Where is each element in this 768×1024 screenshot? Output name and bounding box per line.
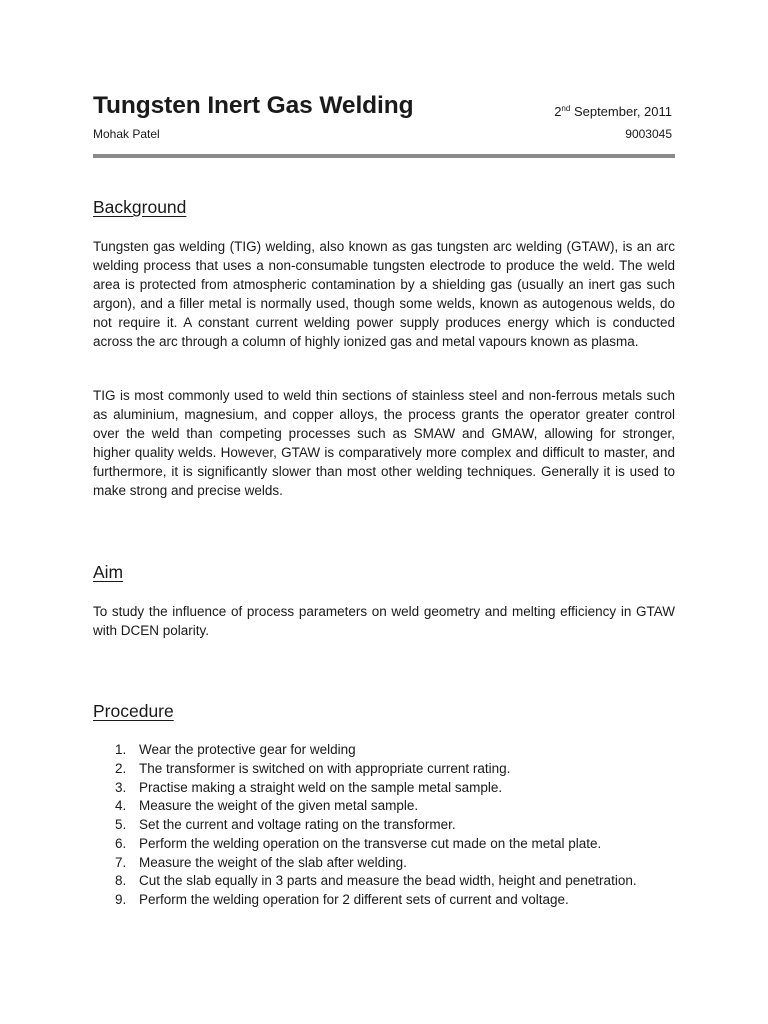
step-text: Perform the welding operation on the transverse cut made on the metal plate.: [139, 835, 602, 851]
date-rest: September, 2011: [570, 104, 672, 119]
step-text: Set the current and voltage rating on the transformer.: [139, 817, 456, 832]
step-number: 3.: [115, 779, 127, 795]
document-title: Tungsten Inert Gas Welding: [93, 92, 414, 119]
procedure-heading: Procedure: [93, 701, 174, 721]
step-number: 2.: [115, 760, 127, 776]
step-text: Cut the slab equally in 3 parts and measure the bead width, height and penetration.: [139, 873, 637, 889]
header-divider: [93, 154, 675, 158]
background-heading: Background: [93, 197, 187, 217]
step-number: 4.: [115, 798, 127, 814]
step-text: Measure the weight of the given metal sample.: [139, 798, 419, 814]
step-text: Measure the weight of the slab after welding.: [139, 854, 407, 870]
step-text: The transformer is switched on with appropriate current rating.: [139, 760, 511, 776]
document-date: [554, 104, 672, 119]
step-text: Practise making a straight weld on the sample metal sample.: [139, 779, 503, 795]
aim-heading: Aim: [93, 562, 124, 582]
roll-number: 9003045: [625, 127, 672, 141]
author-name: Mohak Patel: [93, 127, 160, 141]
step-number: 1.: [115, 742, 127, 757]
step-number: 6.: [115, 835, 127, 851]
step-number: 9.: [115, 892, 127, 907]
step-number: 8.: [115, 873, 127, 889]
step-number: 5.: [115, 817, 127, 832]
step-text: Perform the welding operation for 2 different sets of current and voltage.: [139, 892, 569, 907]
aim-paragraph: To study the influence of process parameters on weld geometry and melting efficiency in GTAW with DCEN polarity.: [93, 604, 675, 638]
date-day: 2: [554, 104, 562, 119]
background-paragraph-1: Tungsten gas welding (TIG) welding, also known as gas tungsten arc welding (GTAW), is an arc welding process that uses a non-consumable tungsten electrode to produce the weld. The weld area is protected from atmospheric contamination by a shielding gas (usually an inert gas such argon), and a filler metal is normally used, though some welds, known as autogenous welds, do not require it. A constant current welding power supply produces energy which is conducted across the arc through a column of highly ionized gas and metal vapours known as plasma.: [93, 239, 675, 349]
step-number: 7.: [115, 854, 127, 870]
background-paragraph-2: TIG is most commonly used to weld thin sections of stainless steel and non-ferrous metals such as aluminium, magnesium, and copper alloys, the process grants the operator greater control over the weld than competing processes such as SMAW and GMAW, allowing for stronger, higher quality welds. However, GTAW is comparatively more complex and difficult to master, and furthermore, it is significantly slower than most other welding techniques. Generally it is used to make strong and precise welds.: [93, 388, 675, 498]
date-suffix: nd: [561, 104, 571, 113]
step-text: Wear the protective gear for welding: [139, 742, 356, 757]
